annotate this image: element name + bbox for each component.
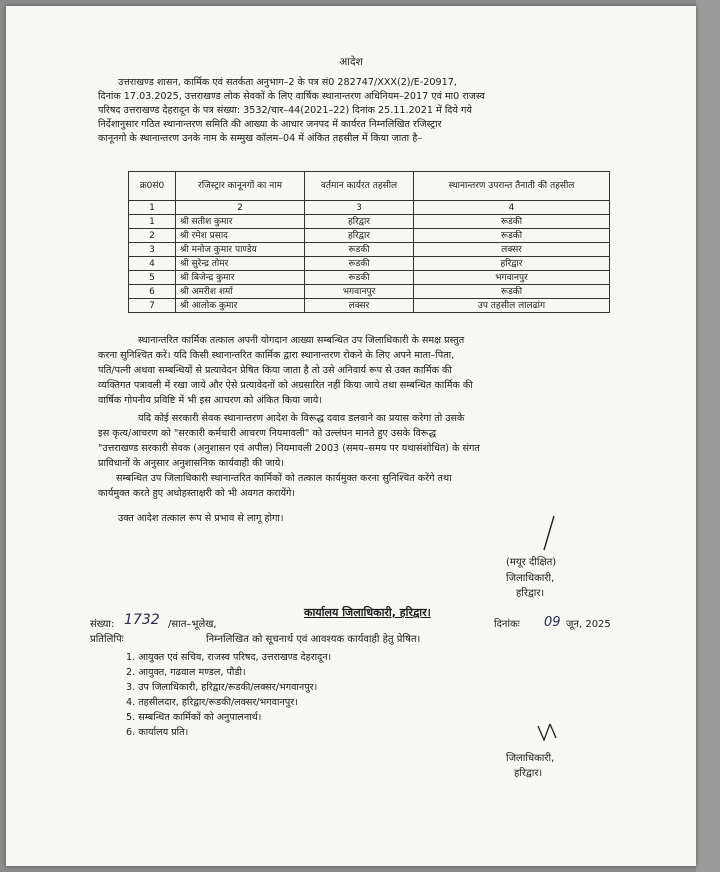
cell-serial: 6 (129, 285, 176, 299)
header-serial: क्र0सं0 (129, 172, 176, 201)
cell-name: श्री सुरेन्द्र तोमर (176, 257, 305, 271)
para4-line-2: कार्यमुक्त करते हुए अधोहस्ताक्षरी को भी अवगत करायेंगे। (98, 488, 296, 499)
para2-line-4: व्यक्तिगत पत्रावली में रखा जाये और ऐसे प्रत्यावेदनों को अग्रसारित नहीं किया जाये तथा सम्बन्धित कार्मिक की (98, 380, 473, 391)
copy-text: निम्नलिखित को सूचनार्थ एवं आवश्यक कार्यवाही हेतु प्रेषित। (206, 634, 421, 645)
table-header-row (129, 172, 610, 201)
cell-name: श्री अमरीश शर्मा (176, 285, 305, 299)
table-row (129, 299, 610, 313)
para4-line-1: सम्बन्धित उप जिलाधिकारी स्थानान्तरित कार्मिकों को तत्काल कार्यमुक्त करना सुनिश्चित करेंगे तथा (116, 473, 452, 484)
table-row (129, 229, 610, 243)
cell-serial: 2 (129, 229, 176, 243)
para2-line-5: वार्षिक गोपनीय प्रविष्टि में भी इस आचरण को अंकित किया जाये। (98, 395, 322, 406)
intro-line-5: कानूनगो के स्थानान्तरण उनके नाम के सम्मुख कॉलम–04 में अंकित तहसील में किया जाता है– (98, 133, 423, 144)
cell-serial: 4 (129, 257, 176, 271)
signature-mark-2 (534, 718, 564, 748)
order-heading: आदेश (339, 56, 363, 68)
cell-new-tehsil: रूडकी (414, 229, 610, 243)
header-current-tehsil: वर्तमान कार्यरत तहसील (305, 172, 414, 201)
signature-mark-1 (534, 514, 564, 554)
col-number: 2 (176, 201, 305, 215)
cell-name: श्री सतीश कुमार (176, 215, 305, 229)
copy-label: प्रतिलिपिः (90, 634, 124, 645)
cell-name: श्री बिजेन्द्र कुमार (176, 271, 305, 285)
cell-name: श्री आलोक कुमार (176, 299, 305, 313)
cell-current-tehsil: भगवानपुर (305, 285, 414, 299)
cell-new-tehsil: भगवानपुर (414, 271, 610, 285)
signatory-designation: जिलाधिकारी, (506, 573, 555, 584)
cell-name: श्री मनोज कुमार पाण्डेय (176, 243, 305, 257)
intro-line-3: परिषद उत्तराखण्ड देहरादून के पत्र संख्या: 3532/चार–44(2021–22) दिनांक 25.11.2021 में दिये गये (98, 105, 472, 116)
col-number: 1 (129, 201, 176, 215)
cell-serial: 7 (129, 299, 176, 313)
copy-list-item: 6. कार्यालय प्रति। (126, 727, 189, 738)
document-page (6, 6, 696, 866)
header-new-tehsil: स्थानान्तरण उपरान्त तैनाती की तहसील (414, 172, 610, 201)
cell-serial: 3 (129, 243, 176, 257)
background-edge (696, 0, 720, 872)
number-value: 1732 (124, 612, 160, 628)
cell-serial: 5 (129, 271, 176, 285)
signatory-name: (मयूर दीक्षित) (506, 557, 557, 568)
cell-serial: 1 (129, 215, 176, 229)
table-row (129, 285, 610, 299)
copy-list-item: 2. आयुक्त, गढवाल मण्डल, पौडी। (126, 667, 246, 678)
signatory2-designation: जिलाधिकारी, (506, 753, 555, 764)
para2-line-2: करना सुनिश्चित करें। यदि किसी स्थानान्तरित कार्मिक द्वारा स्थानान्तरण रोकने के लिए अपने माता–पिता, (98, 350, 455, 361)
date-day: 09 (544, 615, 561, 630)
table-row (129, 215, 610, 229)
copy-list-item: 4. तहसीलदार, हरिद्वार/रूडकी/लक्सर/भगवानपुर। (126, 697, 298, 708)
cell-current-tehsil: लक्सर (305, 299, 414, 313)
para3-line-4: प्राविधानों के अनुसार अनुशासनिक कार्यवाही की जाये। (98, 458, 284, 469)
cell-new-tehsil: हरिद्वार (414, 257, 610, 271)
cell-current-tehsil: रूडकी (305, 243, 414, 257)
number-suffix: /सात–भूलेख, (168, 619, 217, 630)
para2-line-3: पति/पत्नी अथवा सम्बन्धियों से प्रत्यावेदन प्रेषित किया जाता है तो उसे अनिवार्य रूप से उक्त कार्मिक की (98, 365, 452, 376)
cell-current-tehsil: हरिद्वार (305, 229, 414, 243)
intro-line-2: दिनांक 17.03.2025, उत्तराखण्ड लोक सेवकों के लिए वार्षिक स्थानान्तरण अधिनियम–2017 एवं मा0 राजस्व (98, 91, 485, 102)
date-rest: जून, 2025 (566, 619, 611, 630)
number-label: संख्या: (90, 619, 115, 630)
date-label: दिनांकः (494, 619, 520, 630)
copy-list-item: 3. उप जिलाधिकारी, हरिद्वार/रूडकी/लक्सर/भगवानपुर। (126, 682, 318, 693)
table-row (129, 271, 610, 285)
signatory2-place: हरिद्वार। (514, 768, 543, 779)
intro-line-4: निर्देशानुसार गठित स्थानान्तरण समिति की आख्या के आधार जनपद में कार्यरत निम्नलिखित रजिस्ट्रार (98, 119, 442, 130)
table-row (129, 243, 610, 257)
cell-name: श्री रमेश प्रसाद (176, 229, 305, 243)
signatory-place: हरिद्वार। (516, 588, 545, 599)
office-title: कार्यालय जिलाधिकारी, हरिद्वार। (304, 606, 431, 619)
para5: उक्त आदेश तत्काल रूप से प्रभाव से लागू होगा। (118, 513, 284, 524)
para3-line-2: इस कृत्य/आचरण को "सरकारी कर्मचारी आचरण नियमावली" को उल्लंघन मानते हुए उसके विरूद्ध (98, 428, 437, 439)
cell-current-tehsil: हरिद्वार (305, 215, 414, 229)
table-column-number-row (129, 201, 610, 215)
para3-line-1: यदि कोई सरकारी सेवक स्थानान्तरण आदेश के विरूद्ध दवाव डलवाने का प्रयास करेगा तो उसके (138, 413, 465, 424)
cell-new-tehsil: लक्सर (414, 243, 610, 257)
copy-list-item: 1. आयुक्त एवं सचिव, राजस्व परिषद, उत्तराखण्ड देहरादून। (126, 652, 332, 663)
para3-line-3: "उत्तराखण्ड सरकारी सेवक (अनुशासन एवं अपील) नियमावली 2003 (समय–समय पर यथासंशोधित) के संगत (98, 443, 480, 454)
copy-list-item: 5. सम्बन्धित कार्मिकों को अनुपालनार्थ। (126, 712, 262, 723)
cell-current-tehsil: रूडकी (305, 271, 414, 285)
cell-new-tehsil: रूडकी (414, 285, 610, 299)
transfer-table (128, 171, 610, 313)
cell-new-tehsil: उप तहसील लालढांग (414, 299, 610, 313)
col-number: 4 (414, 201, 610, 215)
table-row (129, 257, 610, 271)
para2-line-1: स्थानान्तरित कार्मिक तत्काल अपनी योगदान आख्या सम्बन्धित उप जिलाधिकारी के समक्ष प्रस्तुत (138, 335, 465, 346)
intro-line-1: उत्तराखण्ड शासन, कार्मिक एवं सतर्कता अनुभाग–2 के पत्र सं0 282747/XXX(2)/E-20917, (118, 77, 457, 88)
header-name: रजिस्ट्रार कानूनगों का नाम (176, 172, 305, 201)
cell-new-tehsil: रूडकी (414, 215, 610, 229)
col-number: 3 (305, 201, 414, 215)
cell-current-tehsil: रूडकी (305, 257, 414, 271)
